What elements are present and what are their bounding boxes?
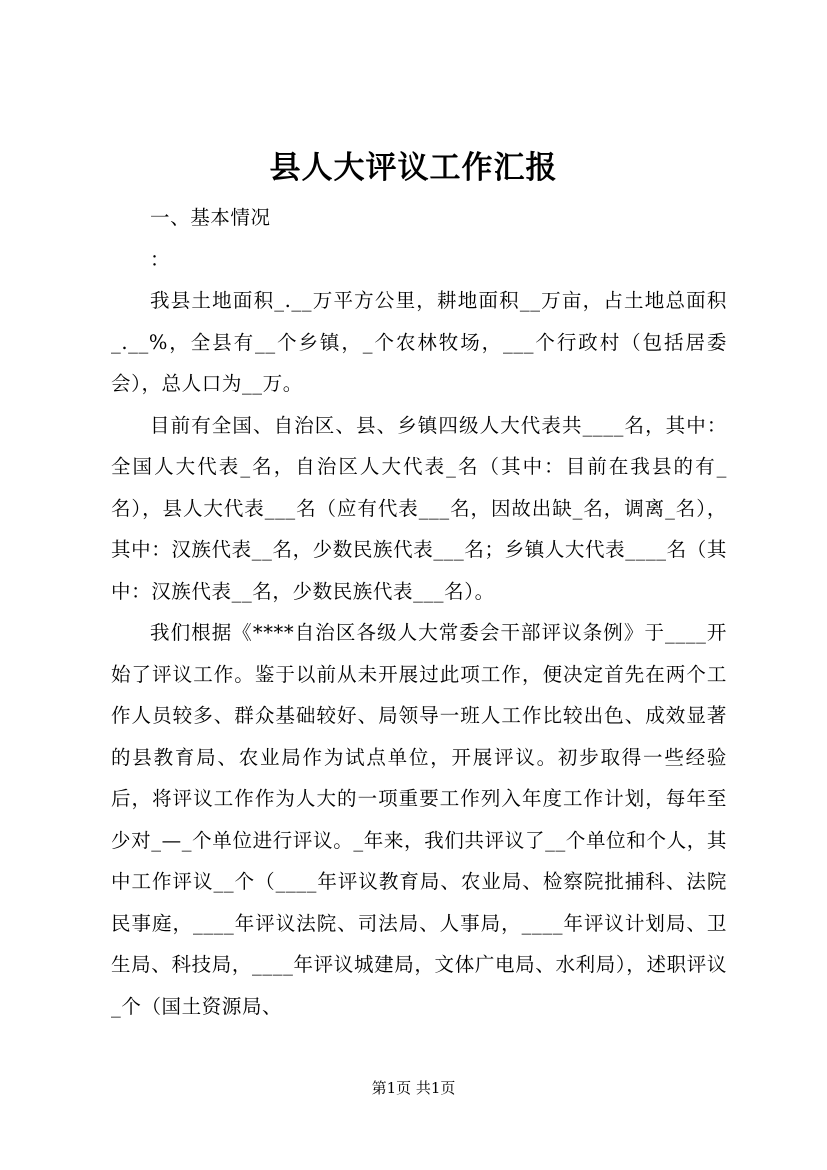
document-body	[111, 197, 727, 1027]
document-title: 县人大评议工作汇报	[269, 150, 558, 186]
paragraph-evaluation-work: 我们根据《****自治区各级人大常委会干部评议条例》于____开始了评议工作。鉴于以前从未开展过此项工作，便决定首先在两个工作人员较多、群众基础较好、局领导一班人工作比较出色、成效显著的县教育局、农业局作为试点单位，开展评议。初步取得一些经验后，将评议工作作为人大的一项重要工作列入年度工作计划，每年至少对_—_个单位进行评议。_年来，我们共评议了__个单位和个人，其中工作评议__个（____年评议教育局、农业局、检察院批捕科、法院民事庭，____年评议法院、司法局、人事局，____年评议计划局、卫生局、科技局，____年评议城建局，文体广电局、水利局），述职评议_个（国土资源局、	[111, 621, 727, 1018]
section-heading: 一、基本情况	[150, 206, 271, 229]
paragraph-deputies: 目前有全国、自治区、县、乡镇四级人大代表共____名，其中：全国人大代表_名，自治区人大代表_名（其中：目前在我县的有_名），县人大代表___名（应有代表___名，因故出缺_名，调离_名），其中：汉族代表__名，少数民族代表___名；乡镇人大代表____名（其中：汉族代表__名，少数民族代表___名）。	[111, 413, 727, 603]
paragraph-land-population: 我县土地面积_.__万平方公里，耕地面积__万亩，占土地总面积_.__%，全县有__个乡镇，_个农林牧场，___个行政村（包括居委会），总人口为__万。	[111, 289, 727, 395]
page-footer: 第1页 共1页	[371, 1079, 456, 1097]
colon-line: ：	[150, 247, 170, 271]
